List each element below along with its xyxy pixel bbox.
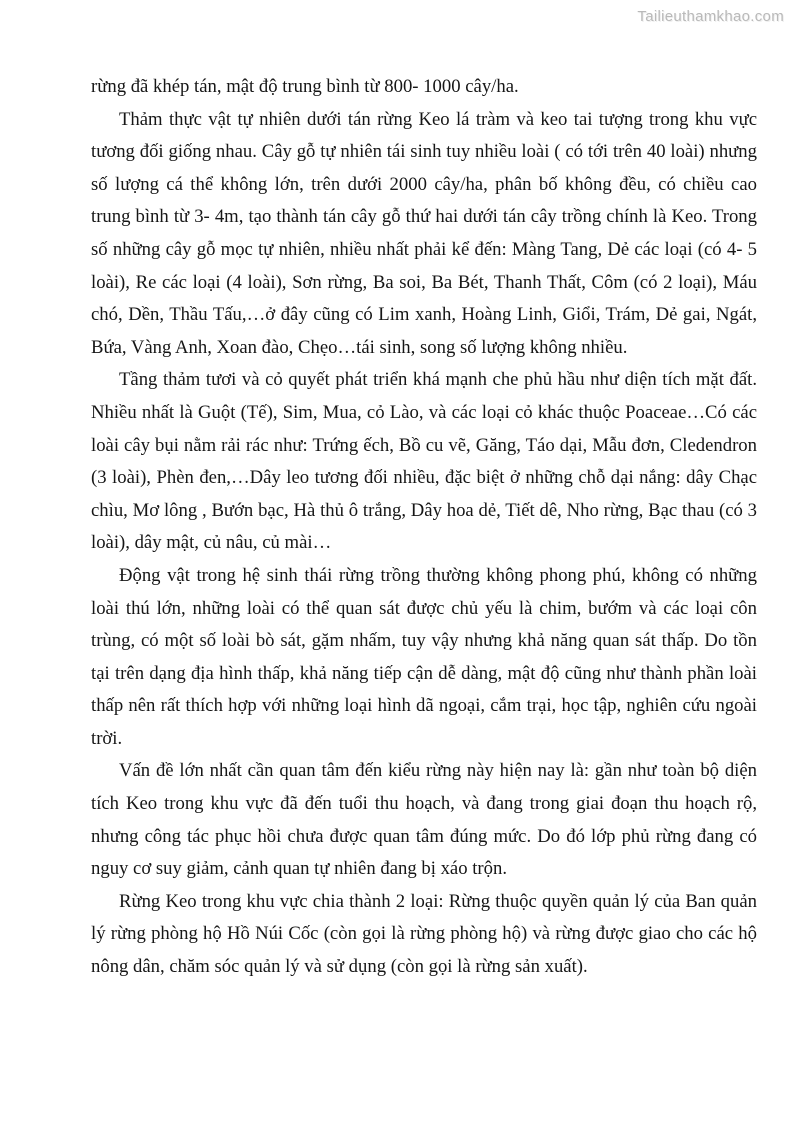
paragraph-4: Động vật trong hệ sinh thái rừng trồng thường không phong phú, không có những loài thú lớn, những loài có thể quan sát được chủ yếu là chim, bướm và các loại côn trùng, có một số loài bò sát, gặm nhấm, tuy vậy nhưng khả năng quan sát thấp. Do tồn tại trên dạng địa hình thấp, khả năng tiếp cận dễ dàng, mật độ cũng như thành phần loài thấp nên rất thích hợp với những loại hình dã ngoại, cắm trại, học tập, nghiên cứu ngoài trời.: [91, 564, 757, 749]
document-content: [91, 71, 757, 984]
paragraph-5: Vấn đề lớn nhất cần quan tâm đến kiểu rừng này hiện nay là: gần như toàn bộ diện tích Keo trong khu vực đã đến tuổi thu hoạch, và đang trong giai đoạn thu hoạch rộ, nhưng công tác phục hồi chưa được quan tâm đúng mức. Do đó lớp phủ rừng đang có nguy cơ suy giảm, cảnh quan tự nhiên đang bị xáo trộn.: [91, 760, 757, 880]
paragraph-3: Tầng thảm tươi và cỏ quyết phát triển khá mạnh che phủ hầu như diện tích mặt đất. Nhiều nhất là Guột (Tế), Sim, Mua, cỏ Lào, và các loại cỏ khác thuộc Poaceae…Có các loài cây bụi nằm rải rác như: Trứng ếch, Bồ cu vẽ, Găng, Táo dại, Mẫu đơn, Cledendron (3 loài), Phèn đen,…Dây leo tương đối nhiều, đặc biệt ở những chỗ dại nắng: dây Chạc chìu, Mơ lông , Bướn bạc, Hà thủ ô trắng, Dây hoa dẻ, Tiết dê, Nho rừng, Bạc thau (có 3 loài), dây mật, củ nâu, củ mài…: [91, 369, 757, 554]
paragraph-1: rừng đã khép tán, mật độ trung bình từ 800- 1000 cây/ha.: [91, 76, 519, 97]
paragraph-2: Thảm thực vật tự nhiên dưới tán rừng Keo lá tràm và keo tai tượng trong khu vực tương đối giống nhau. Cây gỗ tự nhiên tái sinh tuy nhiều loài ( có tới trên 40 loài) nhưng số lượng cá thể không lớn, trên dưới 2000 cây/ha, phân bố không đều, có chiều cao trung bình từ 3- 4m, tạo thành tán cây gỗ thứ hai dưới tán cây trồng chính là Keo. Trong số những cây gỗ mọc tự nhiên, nhiều nhất phải kể đến: Màng Tang, Dẻ các loại (có 4- 5 loài), Re các loại (4 loài), Sơn rừng, Ba soi, Ba Bét, Thanh Thất, Côm (có 2 loại), Máu chó, Dền, Thầu Tấu,…ở đây cũng có Lim xanh, Hoàng Linh, Giổi, Trám, Dẻ gai, Ngát, Bứa, Vàng Anh, Xoan đào, Chẹo…tái sinh, song số lượng không nhiều.: [91, 108, 757, 358]
watermark: Tailieuthamkhao.com: [637, 8, 784, 25]
paragraph-6: Rừng Keo trong khu vực chia thành 2 loại: Rừng thuộc quyền quản lý của Ban quản lý rừng phòng hộ Hồ Núi Cốc (còn gọi là rừng phòng hộ) và rừng được giao cho các hộ nông dân, chăm sóc quản lý và sử dụng (còn gọi là rừng sản xuất).: [91, 890, 757, 978]
